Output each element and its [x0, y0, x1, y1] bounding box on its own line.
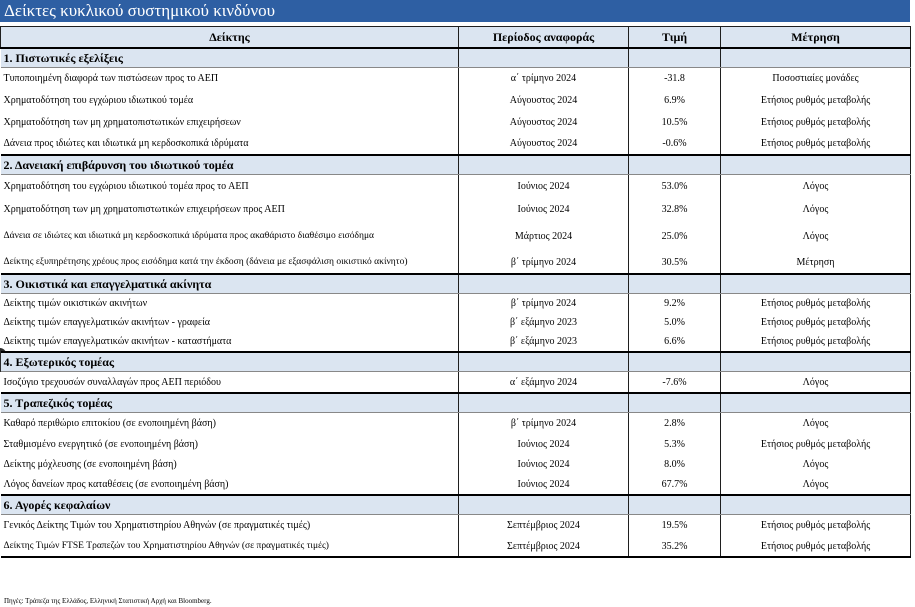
section-row [1, 48, 911, 68]
value-cell: 2.8% [629, 413, 721, 435]
indicator-cell: Δείκτης μόχλευσης (σε ενοποιημένη βάση) [1, 454, 459, 474]
header-value: Τιμή [629, 27, 721, 49]
value-cell: 30.5% [629, 251, 721, 274]
source-note: Πηγές: Τράπεζα της Ελλάδος, Ελληνική Στατιστική Αρχή και Bloomberg. [4, 597, 212, 605]
indicator-cell: Δείκτης τιμών επαγγελματικών ακινήτων - καταστήματα [1, 332, 459, 352]
period-cell: β΄ τρίμηνο 2024 [459, 294, 629, 314]
table-body [1, 48, 911, 557]
section-filler [629, 48, 721, 68]
section-filler [721, 155, 911, 175]
section-filler [629, 155, 721, 175]
indicator-cell: Καθαρό περιθώριο επιτοκίου (σε ενοποιημένη βάση) [1, 413, 459, 435]
table-row [1, 536, 911, 557]
value-cell: -7.6% [629, 372, 721, 394]
period-cell: Ιούνιος 2024 [459, 175, 629, 198]
indicator-cell: Σταθμισμένο ενεργητικό (σε ενοποιημένη βάση) [1, 434, 459, 454]
header-measure: Μέτρηση [721, 27, 911, 49]
value-cell: -31.8 [629, 68, 721, 90]
section-row [1, 393, 911, 413]
header-row [1, 27, 911, 49]
measure-cell: Ετήσιος ρυθμός μεταβολής [721, 536, 911, 557]
section-filler [459, 352, 629, 372]
section-filler [459, 393, 629, 413]
table-row [1, 68, 911, 90]
measure-cell: Ετήσιος ρυθμός μεταβολής [721, 332, 911, 352]
header-indicator: Δείκτης [1, 27, 459, 49]
measure-cell: Λόγος [721, 474, 911, 495]
table-row [1, 133, 911, 155]
measure-cell: Λόγος [721, 197, 911, 221]
table-row [1, 175, 911, 198]
period-cell: Σεπτέμβριος 2024 [459, 536, 629, 557]
value-cell: 67.7% [629, 474, 721, 495]
value-cell: 19.5% [629, 515, 721, 537]
table-row [1, 372, 911, 394]
period-cell: β΄ τρίμηνο 2024 [459, 413, 629, 435]
section-filler [459, 495, 629, 515]
indicator-cell: Δείκτης τιμών επαγγελματικών ακινήτων - γραφεία [1, 313, 459, 332]
period-cell: Ιούνιος 2024 [459, 197, 629, 221]
indicator-cell: Δείκτης εξυπηρέτησης χρέους προς εισόδημα κατά την έκδοση (δάνεια με εξασφάλιση οικιστικό ακίνητο) [1, 251, 459, 274]
period-cell: Αύγουστος 2024 [459, 111, 629, 133]
table-row [1, 197, 911, 221]
period-cell: Σεπτέμβριος 2024 [459, 515, 629, 537]
section-label: 6. Αγορές κεφαλαίων [1, 495, 459, 515]
table-row [1, 515, 911, 537]
header-period: Περίοδος αναφοράς [459, 27, 629, 49]
indicator-cell: Γενικός Δείκτης Τιμών του Χρηματιστηρίου Αθηνών (σε πραγματικές τιμές) [1, 515, 459, 537]
indicator-cell: Δείκτης τιμών οικιστικών ακινήτων [1, 294, 459, 314]
value-cell: 6.6% [629, 332, 721, 352]
value-cell: 35.2% [629, 536, 721, 557]
period-cell: β΄ τρίμηνο 2024 [459, 251, 629, 274]
table-row [1, 454, 911, 474]
value-cell: 5.0% [629, 313, 721, 332]
measure-cell: Λόγος [721, 413, 911, 435]
indicators-table [0, 26, 911, 558]
measure-cell: Ετήσιος ρυθμός μεταβολής [721, 89, 911, 111]
measure-cell: Ποσοστιαίες μονάδες [721, 68, 911, 90]
value-cell: 10.5% [629, 111, 721, 133]
value-cell: 32.8% [629, 197, 721, 221]
value-cell: 8.0% [629, 454, 721, 474]
table-row [1, 251, 911, 274]
indicator-cell: Χρηματοδότηση των μη χρηματοπιστωτικών επιχειρήσεων προς ΑΕΠ [1, 197, 459, 221]
section-filler [629, 495, 721, 515]
section-label: 3. Οικιστικά και επαγγελματικά ακίνητα [1, 274, 459, 294]
period-cell: Αύγουστος 2024 [459, 89, 629, 111]
section-filler [459, 48, 629, 68]
section-filler [629, 393, 721, 413]
section-filler [721, 48, 911, 68]
section-filler [721, 393, 911, 413]
table-row [1, 434, 911, 454]
section-row [1, 155, 911, 175]
section-filler [459, 274, 629, 294]
indicator-cell: Τυποποιημένη διαφορά των πιστώσεων προς το ΑΕΠ [1, 68, 459, 90]
section-filler [629, 352, 721, 372]
indicator-cell: Δείκτης Τιμών FTSE Τραπεζών του Χρηματιστηρίου Αθηνών (σε πραγματικές τιμές) [1, 536, 459, 557]
measure-cell: Ετήσιος ρυθμός μεταβολής [721, 515, 911, 537]
period-cell: α΄ τρίμηνο 2024 [459, 68, 629, 90]
table-row [1, 294, 911, 314]
period-cell: β΄ εξάμηνο 2023 [459, 313, 629, 332]
section-row [1, 352, 911, 372]
period-cell: β΄ εξάμηνο 2023 [459, 332, 629, 352]
section-filler [721, 495, 911, 515]
measure-cell: Ετήσιος ρυθμός μεταβολής [721, 294, 911, 314]
table-row [1, 413, 911, 435]
table-row [1, 474, 911, 495]
measure-cell: Λόγος [721, 372, 911, 394]
measure-cell: Λόγος [721, 175, 911, 198]
table-row [1, 221, 911, 251]
indicator-cell: Χρηματοδότηση του εγχώριου ιδιωτικού τομέα προς το ΑΕΠ [1, 175, 459, 198]
period-cell: Μάρτιος 2024 [459, 221, 629, 251]
table-row [1, 332, 911, 352]
value-cell: 25.0% [629, 221, 721, 251]
table-row [1, 111, 911, 133]
value-cell: 9.2% [629, 294, 721, 314]
indicator-cell: Χρηματοδότηση του εγχώριου ιδιωτικού τομέα [1, 89, 459, 111]
section-row [1, 495, 911, 515]
measure-cell: Μέτρηση [721, 251, 911, 274]
section-row [1, 274, 911, 294]
period-cell: Ιούνιος 2024 [459, 434, 629, 454]
value-cell: 53.0% [629, 175, 721, 198]
indicator-cell: Χρηματοδότηση των μη χρηματοπιστωτικών επιχειρήσεων [1, 111, 459, 133]
section-label: 1. Πιστωτικές εξελίξεις [1, 48, 459, 68]
measure-cell: Ετήσιος ρυθμός μεταβολής [721, 111, 911, 133]
period-cell: α΄ εξάμηνο 2024 [459, 372, 629, 394]
section-filler [721, 274, 911, 294]
indicator-cell: Λόγος δανείων προς καταθέσεις (σε ενοποιημένη βάση) [1, 474, 459, 495]
period-cell: Αύγουστος 2024 [459, 133, 629, 155]
measure-cell: Ετήσιος ρυθμός μεταβολής [721, 313, 911, 332]
value-cell: 5.3% [629, 434, 721, 454]
measure-cell: Ετήσιος ρυθμός μεταβολής [721, 434, 911, 454]
measure-cell: Ετήσιος ρυθμός μεταβολής [721, 133, 911, 155]
period-cell: Ιούνιος 2024 [459, 474, 629, 495]
period-cell: Ιούνιος 2024 [459, 454, 629, 474]
section-filler [459, 155, 629, 175]
section-label: 2. Δανειακή επιβάρυνση του ιδιωτικού τομέα [1, 155, 459, 175]
table-row [1, 89, 911, 111]
indicator-cell: Δάνεια προς ιδιώτες και ιδιωτικά μη κερδοσκοπικά ιδρύματα [1, 133, 459, 155]
value-cell: -0.6% [629, 133, 721, 155]
indicator-cell: Δάνεια σε ιδιώτες και ιδιωτικά μη κερδοσκοπικά ιδρύματα προς ακαθάριστο διαθέσιμο εισόδημα [1, 221, 459, 251]
section-label: 5. Τραπεζικός τομέας [1, 393, 459, 413]
indicator-cell: Ισοζύγιο τρεχουσών συναλλαγών προς ΑΕΠ περιόδου [1, 372, 459, 394]
measure-cell: Λόγος [721, 221, 911, 251]
section-filler [721, 352, 911, 372]
table-title: Δείκτες κυκλικού συστημικού κινδύνου [0, 0, 910, 22]
value-cell: 6.9% [629, 89, 721, 111]
measure-cell: Λόγος [721, 454, 911, 474]
section-label: 4. Εξωτερικός τομέας [1, 352, 459, 372]
section-filler [629, 274, 721, 294]
table-row [1, 313, 911, 332]
